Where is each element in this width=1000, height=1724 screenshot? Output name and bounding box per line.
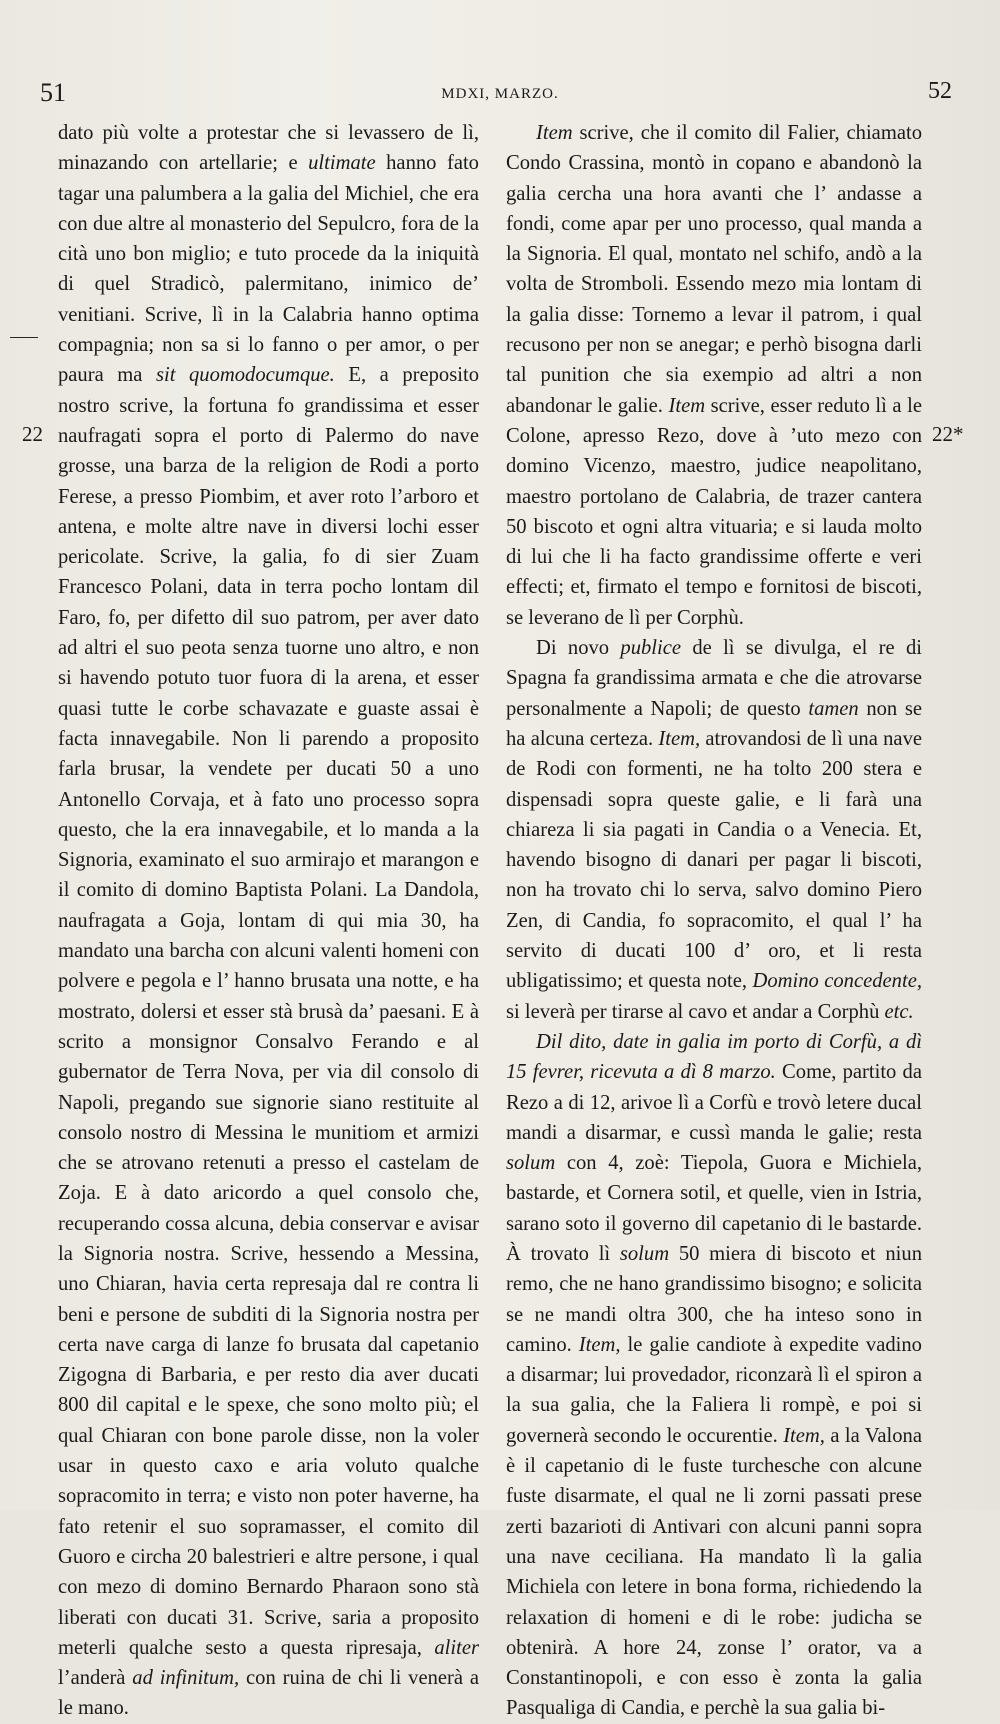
italic-run: solum xyxy=(619,1242,670,1265)
italic-run: publice xyxy=(620,637,682,660)
right-paragraph-2 xyxy=(506,633,922,1027)
right-paragraph-1 xyxy=(506,118,922,633)
text-run: 50 miera di biscoto et niun remo, che ne hano grandissimo bisogno; e solicita se ne mandi oltra 300, che ha inteso sono in camino. xyxy=(506,1242,922,1356)
page-number-right: 52 xyxy=(928,78,952,104)
italic-run: ultimate xyxy=(308,152,376,175)
left-paragraph xyxy=(58,118,479,1724)
italic-heading-run: Dil dito, date in galia im porto di Corfù, a dì 15 fevrer, ricevuta a dì 8 marzo. xyxy=(506,1030,922,1084)
italic-run: Item, xyxy=(578,1333,621,1356)
text-run: E, a preposito nostro scrive, la fortuna fo grandissima et esser naufragati sopra el porto di Palermo do nave grosse, una barza de la religion de Rodi a porto Ferese, a presso Piombim, et aver roto l’arboro et antena, e molte altre nave in diversi lochi esser pericolate. Scrive, la galia, fo di sier Zuam Francesco Polani, data in terra pocho lontam dil Faro, fo, per difetto dil suo patrom, per aver dato ad altri el suo peota senza tuorne uno altro, e non si havendo potuto tuor fuora di la arena, et esser quasi tutte le corbe schavazate e guaste assai è facta innavegabile. Non li parendo a proposito farla brusar, la vendete per ducati 50 a uno Antonello Corvaja, et à fato uno processo sopra questo, che la era innavegabile, et lo manda a la Signoria, examinato el suo armirajo et marangon e il comito di domino Baptista Polani. La Dandola, naufragata a Goja, lontam di qui mia 30, ha mandato una barcha con alcuni valenti homeni con polvere e pegola e l’ hanno brusata una notte, e ha mostrato, dolersi et esser stà brusà da’ paesani. E à scrito a monsignor Consalvo Ferando e al gubernator de Terra Nova, per via dil consolo di Napoli, pregando sue signorie siano restituite al consolo nostro di Messina le munitiom et armizi che se atrovano retenuti a presso el castelam de Zoja. E à dato aricordo a quel consolo che, recuperando cossa alcuna, debia conservar e avisar la Signoria nostra. Scrive, hessendo a Messina, uno Chiaran, havia certa represaja dal re contra li beni e persone de subditi di la Signoria nostra per certa nave carga di lanze fo brusata dal capetanio Zigogna di Barbaria, e per resto dia aver ducati 800 dil capital e le spexe, che sono molto più; el qual Chiaran con bone parole disse, non la voler usar in questo caxo e aria voluto qualche sopracomito in terra; e visto non poter haverne, ha fato retenir el suo sopramasser, el comito dil Guoro e circha 20 balestrieri e altre persone, i qual con mezo di domino Bernardo Pharaon sono stà liberati con ducati 31. Scrive, saria a proposito meterli qualche sesto a questa ripresaja, xyxy=(58,364,479,1659)
italic-run: Item, xyxy=(783,1424,825,1447)
text-run: Di novo xyxy=(536,637,621,660)
right-column xyxy=(506,118,922,1724)
text-run: atrovandosi de lì una nave de Rodi con formenti, ne ha tolto 200 stera e dispensadi sopra queste galie, e li farà una chiareza li sia pagati in Candia o a Venecia. Et, havendo bisogno di danari per pagar li biscoti, non ha trovato chi lo serva, salvo domino Piero Zen, di Candia, fo sopracomito, el qual l’ ha servito di ducati 100 d’ oro, et li resta ubligatissimo; et questa note, xyxy=(506,727,922,993)
margin-rule xyxy=(10,337,38,338)
italic-run: ad infinitum, xyxy=(132,1667,240,1690)
italic-run: Item xyxy=(668,394,706,417)
text-run: scrive, che il comito dil Falier, chiamato Condo Crassina, montò in copano e abandonò la galia cercha una hora avanti che l’ andasse a fondi, come apar per uno processo, qual manda a la Signoria. El qual, montato nel schifo, andò a la volta de Stromboli. Essendo mezo mia lontam di la galia disse: Tornemo a levar il patrom, i qual recusono per non se anegar; e perhò bisogna darli tal punition che sia exempio ad altri a non abandonar le galie. xyxy=(506,122,922,417)
text-run: le galie candiote à expedite vadino a disarmar; lui provedador, riconzarà lì el spiron a la sua galia, che la Faliera li rompè, e poi si governerà secondo le occurentie. xyxy=(506,1333,922,1447)
running-head: MDXI, MARZO. xyxy=(441,86,559,102)
text-run: de lì se divulga, el re di Spagna fa grandissima armata e che die atrovarse personalmente a Napoli; de questo xyxy=(506,637,923,720)
page-header xyxy=(0,78,1000,108)
italic-run: etc. xyxy=(884,1000,914,1023)
italic-run: aliter xyxy=(434,1636,479,1659)
text-run: con ruina de chi li venerà a le mano. xyxy=(58,1667,480,1720)
page-number-left: 51 xyxy=(40,78,66,107)
text-run: dato più volte a protestar che si levassero de lì, minazando con artellarie; e xyxy=(58,122,479,175)
left-column xyxy=(58,118,479,1724)
text-run: hanno fato tagar una palumbera a la galia del Michiel, che era con due altre al monasterio del Sepulcro, fora de la cità uno bon miglio; e tuto procede da la iniquità di quel Stradicò, palermitano, inimico de’ venitiani. Scrive, lì in la Calabria hanno optima compagnia; non sa si lo fanno o per amor, o per paura ma xyxy=(58,152,479,387)
italic-run: Domino concedente, xyxy=(752,970,922,993)
right-paragraph-3 xyxy=(506,1027,922,1724)
text-run: non se ha alcuna certeza. xyxy=(506,697,922,750)
margin-number-right: 22* xyxy=(932,422,964,446)
margin-number-left: 22 xyxy=(22,422,43,446)
italic-run: sit quomodocumque. xyxy=(155,364,335,387)
text-run: si leverà per tirarse al cavo et andar a Corphù xyxy=(506,1000,885,1023)
italic-run: Item, xyxy=(658,727,701,750)
italic-run: tamen xyxy=(808,697,859,720)
text-run: scrive, esser reduto lì a le Colone, apresso Rezo, dove à ’uto mezo con domino Vicenzo, maestro, judice neapolitano, maestro portolano de Calabria, de trazer cantera 50 biscoto et ogni altra vituaria; e si lauda molto di lui che li ha facto grandissime offerte e veri effecti; et, firmato el tempo e fornitosi de biscoti, se leverano de lì per Corphù. xyxy=(506,394,922,629)
italic-run: solum xyxy=(506,1152,556,1175)
text-run: Come, partito da Rezo a di 12, arivoe lì a Corfù e trovò letere ducal mandi a disarmar, e cussì manda le galie; resta xyxy=(506,1061,922,1144)
text-run: con 4, zoè: Tiepola, Guora e Michiela, bastarde, et Cornera sotil, et quelle, vien in Istria, sarano soto il governo dil capetanio di le bastarde. À trovato lì xyxy=(506,1152,922,1265)
text-run: a la Valona è il capetanio di le fuste turchesche con alcune fuste disarmate, el qual ne li zorni passati prese zerti bazarioti di Antivari con alcuni panni sopra una nave ceciliana. Ha mandato lì la galia Michiela con letere in bona forma, richiedendo la relaxation di homeni e di le robe: judicha se obtenirà. A hore 24, zonse l’ orator, va a Constantinopoli, e con esso è zonta la galia Pasqualiga di Candia, e perchè la sua galia bi- xyxy=(506,1424,922,1720)
text-run: l’anderà xyxy=(58,1667,133,1690)
italic-run: Item xyxy=(536,122,573,144)
